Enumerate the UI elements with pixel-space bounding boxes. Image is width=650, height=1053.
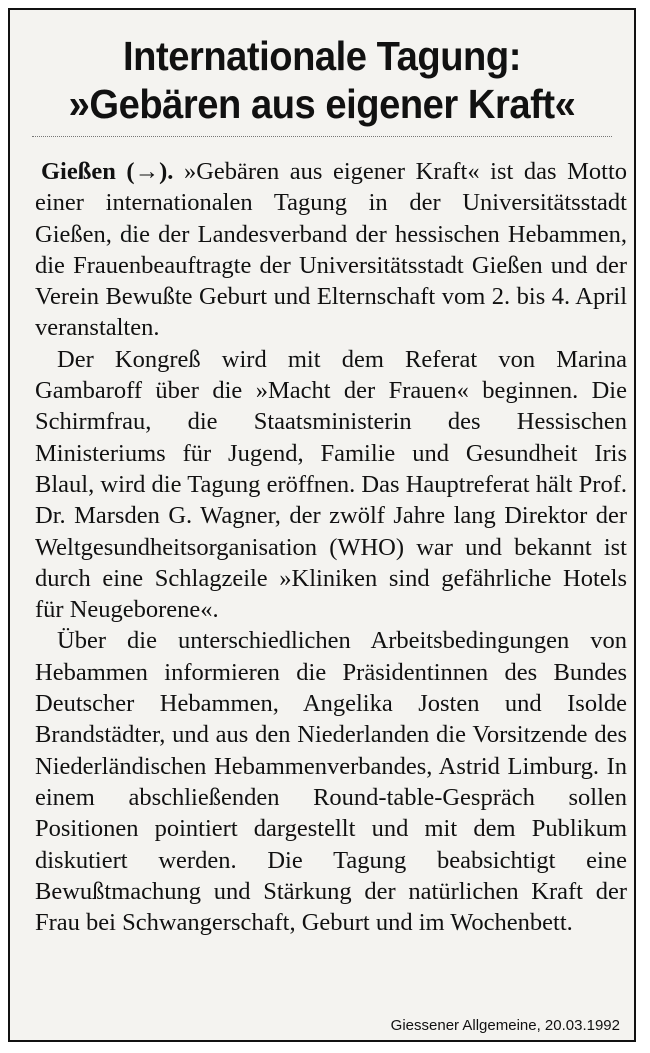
headline [32, 32, 612, 128]
paragraph-1-text: »Gebären aus eigener Kraft« ist das Motto einer internationalen Tagung in der Universitätsstadt Gießen, die der Landesverband der hessischen Hebammen, die Frauenbeauftragte der Universitätsstadt Gießen und der Verein Bewußte Geburt und Elternschaft vom 2. bis 4. April veranstalten. [35, 158, 628, 342]
article-paragraph-2: Der Kongreß wird mit dem Referat von Marina Gambaroff über die »Macht der Frauen« beginnen. Die Schirmfrau, die Staatsministerin des Hessischen Ministeriums für Jugend, Familie und Gesundheit Iris Blaul, wird die Tagung eröffnen. Das Hauptreferat hält Prof. Dr. Marsden G. Wagner, der zwölf Jahre lang Direktor der Weltgesundheitsorganisation (WHO) war und bekannt ist durch eine Schlagzeile »Kliniken sind gefährliche Hotels für Neugeborene«. [35, 345, 627, 624]
newspaper-clipping [8, 8, 636, 1042]
headline-line-1: Internationale Tagung: [123, 33, 521, 79]
headline-divider [32, 136, 612, 137]
source-credit: Giessener Allgemeine, 20.03.1992 [390, 1017, 620, 1034]
article-body [35, 156, 627, 938]
article-paragraph-3: Über die unterschiedlichen Arbeitsbedingungen von Hebammen informieren die Präsidentinnen des Bundes Deutscher Hebammen, Angelika Josten und Isolde Brandstädter, und aus den Niederlanden die Vorsitzende des Niederländischen Hebammenverbandes, Astrid Limburg. In einem abschließenden Round-table-Gespräch sollen Positionen pointiert dargestellt und mit dem Publikum diskutiert werden. Die Tagung beabsichtigt eine Bewußtmachung und Stärkung der natürlichen Kraft der Frau bei Schwangerschaft, Geburt und im Wochenbett. [35, 627, 627, 937]
dateline: Gießen (→). [41, 158, 174, 185]
article-paragraph-1 [35, 156, 627, 344]
headline-line-2: »Gebären aus eigener Kraft« [68, 81, 576, 127]
